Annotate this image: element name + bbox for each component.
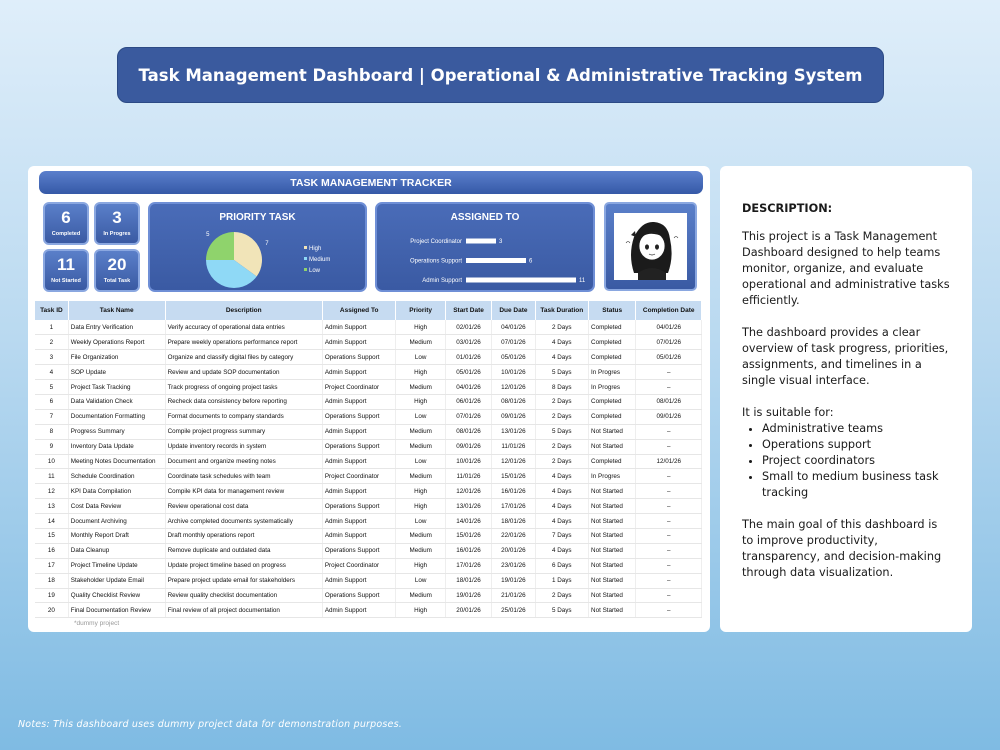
kpi-value: 6 <box>61 208 71 227</box>
table-cell: Admin Support <box>322 454 396 469</box>
table-cell: Not Started <box>589 424 636 439</box>
table-cell: Operations Support <box>322 350 396 365</box>
table-cell: 7 <box>35 409 68 424</box>
table-cell: High <box>396 558 445 573</box>
table-cell: Completed <box>589 454 636 469</box>
table-cell: Completed <box>589 350 636 365</box>
legend-label: High <box>309 246 322 252</box>
table-cell: In Progres <box>589 469 636 484</box>
kpi-label: Completed <box>51 231 81 237</box>
table-cell: Documentation Formatting <box>68 409 165 424</box>
table-cell: 08/01/26 <box>492 394 535 409</box>
column-header: Task Duration <box>535 301 588 320</box>
table-cell: Not Started <box>589 514 636 529</box>
table-cell: 17/01/26 <box>445 558 491 573</box>
table-cell: Not Started <box>589 499 636 514</box>
table-cell: 08/01/26 <box>445 424 491 439</box>
table-cell: 02/01/26 <box>445 320 491 335</box>
table-cell: – <box>636 424 702 439</box>
list-item: • Project coordinators <box>762 453 950 469</box>
legend-swatch <box>304 257 307 260</box>
table-cell: 2 Days <box>535 439 588 454</box>
profile-photo-frame <box>604 202 697 291</box>
table-cell: Medium <box>396 380 445 395</box>
table-cell: 20 <box>35 603 68 618</box>
table-cell: 07/01/26 <box>445 409 491 424</box>
table-row <box>35 573 702 588</box>
table-cell: 4 Days <box>535 499 588 514</box>
column-header: Task Name <box>68 301 165 320</box>
table-row <box>35 424 702 439</box>
table-row <box>35 365 702 380</box>
table-cell: 6 <box>35 394 68 409</box>
table-row <box>35 335 702 350</box>
table-cell: Weekly Operations Report <box>68 335 165 350</box>
table-cell: 15 <box>35 528 68 543</box>
table-cell: – <box>636 380 702 395</box>
table-cell: – <box>636 558 702 573</box>
table-cell: 04/01/26 <box>492 320 535 335</box>
table-cell: Completed <box>589 335 636 350</box>
kpi-not-started <box>43 249 89 292</box>
table-cell: 09/01/26 <box>492 409 535 424</box>
girl-illustration-icon <box>614 213 687 280</box>
table-cell: 17/01/26 <box>492 499 535 514</box>
table-cell: 05/01/26 <box>492 350 535 365</box>
table-cell: Format documents to company standards <box>165 409 322 424</box>
table-row <box>35 469 702 484</box>
avatar <box>614 213 687 280</box>
table-cell: High <box>396 394 445 409</box>
table-cell: Final Documentation Review <box>68 603 165 618</box>
table-cell: 16/01/26 <box>445 543 491 558</box>
column-header: Start Date <box>445 301 491 320</box>
table-cell: High <box>396 320 445 335</box>
table-cell: 1 Days <box>535 573 588 588</box>
table-cell: 25/01/26 <box>492 603 535 618</box>
table-cell: Medium <box>396 588 445 603</box>
table-cell: 12/01/26 <box>636 454 702 469</box>
table-cell: 4 Days <box>535 469 588 484</box>
description-card <box>720 166 972 632</box>
table-cell: – <box>636 469 702 484</box>
table-row <box>35 320 702 335</box>
table-cell: KPI Data Compilation <box>68 484 165 499</box>
table-cell: 19/01/26 <box>445 588 491 603</box>
kpi-value: 20 <box>107 255 127 274</box>
bar <box>466 278 576 283</box>
table-cell: Admin Support <box>322 424 396 439</box>
table-cell: Update project timeline based on progress <box>165 558 322 573</box>
table-cell: 15/01/26 <box>492 469 535 484</box>
table-cell: Admin Support <box>322 514 396 529</box>
table-cell: Admin Support <box>322 365 396 380</box>
table-cell: Completed <box>589 320 636 335</box>
tracker-title: TASK MANAGEMENT TRACKER <box>39 171 703 194</box>
table-cell: Admin Support <box>322 573 396 588</box>
table-cell: High <box>396 484 445 499</box>
table-cell: Monthly Report Draft <box>68 528 165 543</box>
pie-data-label: 7 <box>265 241 269 248</box>
table-cell: 5 Days <box>535 365 588 380</box>
table-cell: – <box>636 588 702 603</box>
list-item: • Administrative teams <box>762 421 950 437</box>
table-cell: Compile project progress summary <box>165 424 322 439</box>
table-cell: Track progress of ongoing project tasks <box>165 380 322 395</box>
table-cell: 07/01/26 <box>636 335 702 350</box>
column-header: Due Date <box>492 301 535 320</box>
column-header: Assigned To <box>322 301 396 320</box>
table-cell: 04/01/26 <box>636 320 702 335</box>
table-cell: 01/01/26 <box>445 350 491 365</box>
table-cell: Recheck data consistency before reporting <box>165 394 322 409</box>
table-cell: 8 <box>35 424 68 439</box>
table-cell: 4 Days <box>535 514 588 529</box>
bar-category-label: Admin Support <box>422 278 462 284</box>
legend-swatch <box>304 246 307 249</box>
table-cell: Review quality checklist documentation <box>165 588 322 603</box>
bar-category-label: Operations Support <box>409 258 462 265</box>
bar-value-label: 6 <box>529 258 533 265</box>
priority-panel-title: PRIORITY TASK <box>219 212 296 223</box>
table-cell: Data Cleanup <box>68 543 165 558</box>
priority-panel <box>148 202 367 300</box>
table-row <box>35 499 702 514</box>
legend-swatch <box>304 268 307 271</box>
table-cell: Medium <box>396 335 445 350</box>
table-cell: 2 Days <box>535 320 588 335</box>
table-cell: Admin Support <box>322 528 396 543</box>
table-row <box>35 603 702 618</box>
assigned-panel <box>375 202 595 292</box>
table-cell: Admin Support <box>322 335 396 350</box>
bar-category-label: Project Coordinator <box>410 239 462 245</box>
table-cell: 12/01/26 <box>492 380 535 395</box>
kpi-value: 3 <box>112 208 122 227</box>
table-row <box>35 454 702 469</box>
table-cell: Cost Data Review <box>68 499 165 514</box>
table-cell: Compile KPI data for management review <box>165 484 322 499</box>
table-cell: Completed <box>589 409 636 424</box>
table-cell: 8 Days <box>535 380 588 395</box>
table-cell: Low <box>396 350 445 365</box>
table-cell: Low <box>396 454 445 469</box>
table-cell: Admin Support <box>322 603 396 618</box>
table-cell: 04/01/26 <box>445 380 491 395</box>
bar-value-label: 11 <box>579 278 586 284</box>
table-cell: 6 Days <box>535 558 588 573</box>
table-cell: Verify accuracy of operational data entries <box>165 320 322 335</box>
table-cell: 9 <box>35 439 68 454</box>
table-cell: 3 <box>35 350 68 365</box>
table-cell: Operations Support <box>322 499 396 514</box>
table-cell: Not Started <box>589 588 636 603</box>
description-paragraph: The main goal of this dashboard is to improve productivity, transparency, and decision-making through data visualization. <box>742 518 942 579</box>
table-body <box>35 320 702 618</box>
footer-notes: Notes: This dashboard uses dummy project data for demonstration purposes. <box>18 719 402 730</box>
task-table <box>35 301 702 618</box>
table-cell: Not Started <box>589 558 636 573</box>
table-cell: Meeting Notes Documentation <box>68 454 165 469</box>
table-cell: Low <box>396 514 445 529</box>
table-cell: 20/01/26 <box>445 603 491 618</box>
table-row <box>35 350 702 365</box>
list-item: • Operations support <box>762 437 950 453</box>
table-cell: Draft monthly operations report <box>165 528 322 543</box>
table-cell: 20/01/26 <box>492 543 535 558</box>
legend-label: Medium <box>309 257 331 263</box>
table-row <box>35 394 702 409</box>
table-cell: 16/01/26 <box>492 484 535 499</box>
table-cell: Admin Support <box>322 394 396 409</box>
table-cell: 10/01/26 <box>492 365 535 380</box>
table-cell: Schedule Coordination <box>68 469 165 484</box>
column-header: Task ID <box>35 301 68 320</box>
table-cell: 10/01/26 <box>445 454 491 469</box>
table-cell: – <box>636 528 702 543</box>
bar-value-label: 3 <box>499 239 503 245</box>
table-cell: – <box>636 499 702 514</box>
description-heading: DESCRIPTION: <box>742 202 833 215</box>
kpi-label: Not Started <box>51 278 81 284</box>
table-cell: 2 Days <box>535 588 588 603</box>
bar <box>466 258 526 263</box>
table-cell: Prepare weekly operations performance report <box>165 335 322 350</box>
table-cell: Review and update SOP documentation <box>165 365 322 380</box>
table-cell: Quality Checklist Review <box>68 588 165 603</box>
table-cell: 7 Days <box>535 528 588 543</box>
column-header: Priority <box>396 301 445 320</box>
table-cell: 18/01/26 <box>445 573 491 588</box>
table-cell: 05/01/26 <box>445 365 491 380</box>
table-cell: 2 Days <box>535 409 588 424</box>
table-cell: Coordinate task schedules with team <box>165 469 322 484</box>
table-cell: High <box>396 499 445 514</box>
table-row <box>35 409 702 424</box>
table-cell: 1 <box>35 320 68 335</box>
table-cell: File Organization <box>68 350 165 365</box>
column-header: Status <box>589 301 636 320</box>
kpi-label: Total Task <box>103 278 131 284</box>
pie-data-label: 8 <box>220 293 225 300</box>
table-row <box>35 439 702 454</box>
table-cell: 4 Days <box>535 543 588 558</box>
table-cell: 14/01/26 <box>445 514 491 529</box>
table-cell: Project Timeline Update <box>68 558 165 573</box>
table-cell: 5 <box>35 380 68 395</box>
kpi-completed <box>43 202 89 245</box>
table-cell: 10 <box>35 454 68 469</box>
table-cell: 14 <box>35 514 68 529</box>
table-cell: 07/01/26 <box>492 335 535 350</box>
table-cell: 2 Days <box>535 394 588 409</box>
table-cell: 03/01/26 <box>445 335 491 350</box>
table-cell: 15/01/26 <box>445 528 491 543</box>
table-row <box>35 484 702 499</box>
table-cell: Not Started <box>589 439 636 454</box>
table-cell: Document and organize meeting notes <box>165 454 322 469</box>
table-cell: 11/01/26 <box>492 439 535 454</box>
table-cell: 21/01/26 <box>492 588 535 603</box>
assigned-bar-chart <box>377 204 593 290</box>
table-cell: Project Task Tracking <box>68 380 165 395</box>
table-cell: 18 <box>35 573 68 588</box>
table-cell: Document Archiving <box>68 514 165 529</box>
table-cell: Stakeholder Update Email <box>68 573 165 588</box>
table-cell: Medium <box>396 543 445 558</box>
dummy-note: *dummy project <box>74 620 120 627</box>
table-cell: Remove duplicate and outdated data <box>165 543 322 558</box>
table-cell: 18/01/26 <box>492 514 535 529</box>
table-cell: 13/01/26 <box>492 424 535 439</box>
table-cell: Low <box>396 409 445 424</box>
table-cell: 19/01/26 <box>492 573 535 588</box>
table-row <box>35 543 702 558</box>
table-cell: High <box>396 365 445 380</box>
table-cell: Project Coordinator <box>322 558 396 573</box>
kpi-value: 11 <box>57 255 75 274</box>
table-cell: Operations Support <box>322 543 396 558</box>
table-cell: 16 <box>35 543 68 558</box>
pie-slice-low <box>206 232 234 260</box>
table-cell: In Progres <box>589 365 636 380</box>
table-cell: – <box>636 439 702 454</box>
table-cell: Medium <box>396 424 445 439</box>
table-cell: Low <box>396 573 445 588</box>
table-row <box>35 528 702 543</box>
kpi-total <box>94 249 140 292</box>
table-cell: Completed <box>589 394 636 409</box>
description-paragraph: This project is a Task Management Dashboard designed to help teams monitor, organize, and evaluate operational and administrative tasks efficiently. <box>742 230 950 307</box>
table-cell: 2 Days <box>535 454 588 469</box>
table-cell: Medium <box>396 528 445 543</box>
suitable-for-label: It is suitable for: <box>742 406 834 419</box>
table-cell: Project Coordinator <box>322 380 396 395</box>
table-cell: Inventory Data Update <box>68 439 165 454</box>
table-cell: Medium <box>396 469 445 484</box>
table-cell: 11/01/26 <box>445 469 491 484</box>
column-header: Description <box>165 301 322 320</box>
column-header: Completion Date <box>636 301 702 320</box>
table-cell: – <box>636 484 702 499</box>
table-cell: Not Started <box>589 484 636 499</box>
table-cell: 09/01/26 <box>445 439 491 454</box>
table-cell: 5 Days <box>535 603 588 618</box>
table-cell: Data Validation Check <box>68 394 165 409</box>
priority-pie-chart <box>150 204 365 300</box>
table-header-row <box>35 301 702 320</box>
description-paragraph: The dashboard provides a clear overview of task progress, priorities, assignments, and timelines in a single visual interface. <box>742 326 949 387</box>
table-cell: Not Started <box>589 573 636 588</box>
table-cell: SOP Update <box>68 365 165 380</box>
table-cell: 08/01/26 <box>636 394 702 409</box>
table-cell: Archive completed documents systematically <box>165 514 322 529</box>
table-cell: 5 Days <box>535 424 588 439</box>
table-row <box>35 558 702 573</box>
table-cell: Not Started <box>589 543 636 558</box>
table-cell: 12 <box>35 484 68 499</box>
kpi-label: In Progres <box>103 231 131 237</box>
table-row <box>35 380 702 395</box>
table-cell: – <box>636 603 702 618</box>
table-cell: 06/01/26 <box>445 394 491 409</box>
table-cell: 05/01/26 <box>636 350 702 365</box>
table-cell: Progress Summary <box>68 424 165 439</box>
kpi-in-progress <box>94 202 140 245</box>
table-cell: 13 <box>35 499 68 514</box>
table-cell: – <box>636 573 702 588</box>
table-cell: Medium <box>396 439 445 454</box>
table-cell: 23/01/26 <box>492 558 535 573</box>
table-cell: 12/01/26 <box>445 484 491 499</box>
table-cell: Not Started <box>589 603 636 618</box>
table-cell: Admin Support <box>322 320 396 335</box>
table-cell: Update inventory records in system <box>165 439 322 454</box>
list-item: • Small to medium business task tracking <box>762 469 950 501</box>
table-cell: – <box>636 514 702 529</box>
table-cell: In Progres <box>589 380 636 395</box>
table-cell: 17 <box>35 558 68 573</box>
table-cell: 2 <box>35 335 68 350</box>
table-cell: Project Coordinator <box>322 469 396 484</box>
table-cell: Operations Support <box>322 439 396 454</box>
table-cell: 4 Days <box>535 335 588 350</box>
table-cell: Review operational cost data <box>165 499 322 514</box>
table-cell: 22/01/26 <box>492 528 535 543</box>
table-cell: 09/01/26 <box>636 409 702 424</box>
table-cell: 13/01/26 <box>445 499 491 514</box>
table-cell: Operations Support <box>322 409 396 424</box>
pie-data-label: 5 <box>206 231 210 238</box>
table-cell: Operations Support <box>322 588 396 603</box>
table-cell: 4 Days <box>535 350 588 365</box>
table-cell: Final review of all project documentation <box>165 603 322 618</box>
table-cell: Admin Support <box>322 484 396 499</box>
tracker-card <box>28 166 710 632</box>
table-cell: Not Started <box>589 528 636 543</box>
table-cell: 19 <box>35 588 68 603</box>
table-cell: – <box>636 365 702 380</box>
suitable-for-list <box>762 421 950 501</box>
table-cell: Prepare project update email for stakeholders <box>165 573 322 588</box>
table-cell: 11 <box>35 469 68 484</box>
table-cell: 12/01/26 <box>492 454 535 469</box>
table-cell: – <box>636 543 702 558</box>
legend-label: Low <box>309 268 321 274</box>
table-cell: High <box>396 603 445 618</box>
table-row <box>35 588 702 603</box>
dashboard-title: Task Management Dashboard | Operational & Administrative Tracking System <box>117 47 884 103</box>
table-cell: Organize and classify digital files by category <box>165 350 322 365</box>
table-row <box>35 514 702 529</box>
table-cell: 4 Days <box>535 484 588 499</box>
bar <box>466 239 496 244</box>
table-cell: Data Entry Verification <box>68 320 165 335</box>
assigned-panel-title: ASSIGNED TO <box>450 212 520 223</box>
table-cell: 4 <box>35 365 68 380</box>
